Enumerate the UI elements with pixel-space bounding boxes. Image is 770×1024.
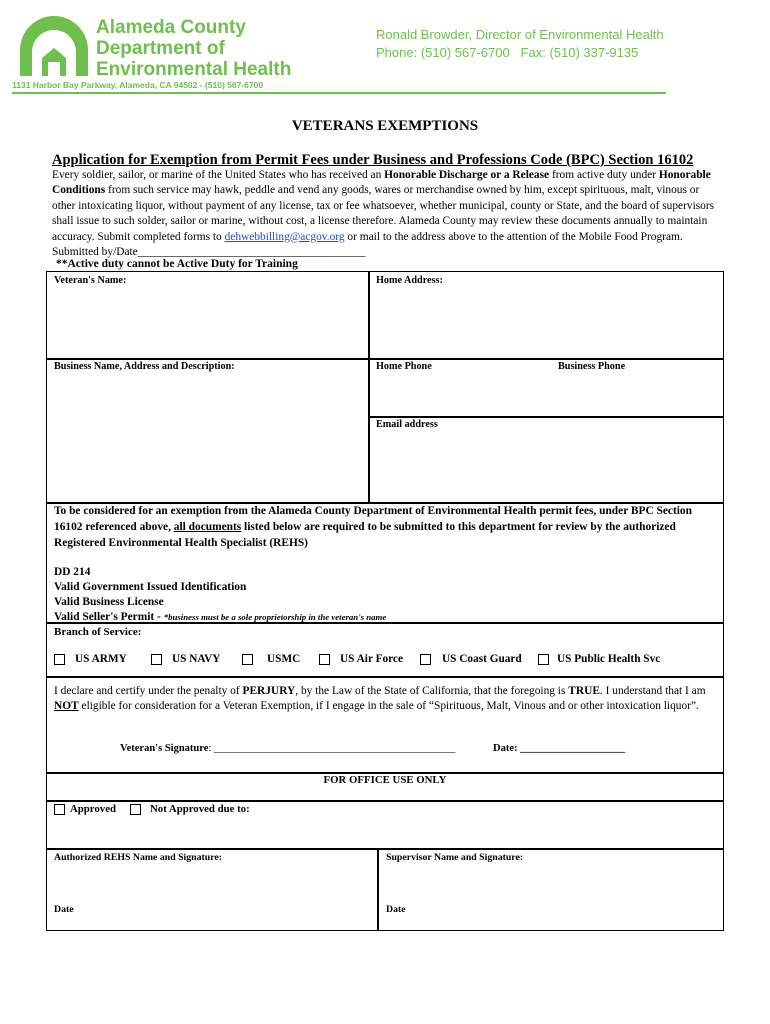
intro-paragraph <box>52 168 722 260</box>
row-divider <box>46 358 724 360</box>
intro-text: from such service may hawk, peddle and vend any goods, wares or merchandise owned by him, except spirituous, malt, vinous or other intoxicating liquor, without payment of any license, tax or fee whatsoever, whether municipal, county or State, and the board of supervisors shall issue to such solder, sailor or marine, without cost, a license therefore. Alameda County may review these documents annually to maintain accuracy. Submit completed forms to <box>52 184 715 243</box>
header-divider <box>12 92 666 94</box>
org-name-line3: Environmental Health <box>96 59 292 80</box>
signature-label: Veteran's Signature <box>120 743 209 754</box>
submission-email-link[interactable]: dehwebbilling@acgov.org <box>224 230 345 243</box>
branch-of-service-label: Branch of Service: <box>54 626 142 638</box>
department-logo <box>12 14 96 80</box>
business-phone-field[interactable] <box>554 376 720 412</box>
org-name-line2: Department of <box>96 38 225 59</box>
option-label: US Public Health Svc <box>557 653 661 665</box>
director-info <box>376 26 664 62</box>
supervisor-signature-label: Supervisor Name and Signature: <box>386 852 524 863</box>
home-phone-field[interactable] <box>372 376 542 412</box>
approved-label: Approved <box>70 803 116 815</box>
declaration-part: , by the Law of the State of California, that the foregoing is <box>295 685 569 697</box>
email-address-label: Email address <box>376 419 438 430</box>
not-approved-label: Not Approved due to: <box>150 803 250 815</box>
org-name-line1: Alameda County <box>96 17 246 38</box>
signature-line: : ______________________________________________ <box>208 743 456 754</box>
veteran-name-field[interactable] <box>50 290 364 354</box>
option-label: USMC <box>267 653 301 665</box>
checkbox-us-coast-guard[interactable] <box>420 654 431 665</box>
checkbox-us-army[interactable] <box>54 654 65 665</box>
business-name-label: Business Name, Address and Description: <box>54 361 235 372</box>
sellers-permit-note: *business must be a sole proprietorship in the veteran's name <box>163 612 387 622</box>
supervisor-date-label: Date <box>386 904 406 915</box>
business-phone-label: Business Phone <box>558 361 626 372</box>
org-address: 1131 Harbor Bay Parkway, Alameda, CA 94502 - (510) 567-6700 <box>12 80 264 90</box>
active-duty-note: **Active duty cannot be Active Duty for Training <box>56 258 298 270</box>
declaration-part: I declare and certify under the penalty of <box>54 685 243 697</box>
branch-of-service-box <box>46 622 724 678</box>
required-document: DD 214 <box>54 566 91 578</box>
form-subtitle: Application for Exemption from Permit Fees under Business and Professions Code (BPC) Section 16102 <box>52 152 694 168</box>
checkbox-not-approved[interactable] <box>130 804 141 815</box>
checkbox-us-air-force[interactable] <box>319 654 330 665</box>
checkbox-us-public-health-svc[interactable] <box>538 654 549 665</box>
option-label: US Coast Guard <box>442 653 522 665</box>
declaration-bold: PERJURY <box>242 685 296 697</box>
intro-bold: Honorable Discharge or a Release <box>384 169 550 181</box>
veteran-date-field[interactable]: Date: ____________________ <box>493 743 626 754</box>
business-name-field[interactable] <box>50 376 364 500</box>
requirements-text-part: listed below are required to be submitted to this department for review by the authorized Registered Environmental Health Specialist (REHS) <box>54 520 676 549</box>
row-divider <box>368 416 724 418</box>
declaration-text <box>54 684 720 715</box>
column-divider <box>368 271 370 504</box>
rehs-signature-label: Authorized REHS Name and Signature: <box>54 852 223 863</box>
contact-phones: Phone: (510) 567-6700 Fax: (510) 337-9135 <box>376 45 639 60</box>
requirements-text <box>54 504 722 551</box>
declaration-part: eligible for consideration for a Veteran Exemption, if I engage in the sale of “Spirituous, Malt, Vinous and or other intoxication liquor”. <box>78 700 699 713</box>
requirements-underlined: all documents <box>173 520 242 533</box>
declaration-bold: NOT <box>54 700 79 713</box>
office-use-heading: FOR OFFICE USE ONLY <box>323 774 447 786</box>
approval-box <box>46 800 724 850</box>
option-label: US Air Force <box>340 653 403 665</box>
submitted-by-line: or mail to the address above to the attention of the Mobile Food Program. Submitted by/Date________________________________________ <box>52 230 683 259</box>
declaration-bold: TRUE <box>568 685 600 697</box>
home-address-field[interactable] <box>372 290 720 354</box>
requirements-text-part: To be considered for an exemption from the Alameda County Department of Environmental Health permit fees, under BPC Section 16102 referenced above, <box>54 505 692 533</box>
checkbox-us-navy[interactable] <box>151 654 162 665</box>
email-address-field[interactable] <box>372 434 720 500</box>
rehs-date-label: Date <box>54 904 74 915</box>
home-phone-label: Home Phone <box>376 361 432 372</box>
required-documents-list <box>54 565 386 625</box>
veteran-name-label: Veteran's Name: <box>54 275 127 286</box>
checkbox-approved[interactable] <box>54 804 65 815</box>
page-title: VETERANS EXEMPTIONS <box>291 118 479 134</box>
checkbox-usmc[interactable] <box>242 654 253 665</box>
intro-bold: Honorable Conditions <box>52 169 711 197</box>
required-document: Valid Business License <box>54 596 164 608</box>
intro-text: from active duty under <box>549 169 659 181</box>
declaration-part: . I understand that I am <box>599 685 706 697</box>
intro-text: Every soldier, sailor, or marine of the United States who has received an <box>52 169 385 181</box>
home-address-label: Home Address: <box>376 275 443 286</box>
option-label: US NAVY <box>172 653 221 665</box>
option-label: US ARMY <box>75 653 127 665</box>
director-name: Ronald Browder, Director of Environmental Health <box>376 27 664 42</box>
veteran-signature-field[interactable] <box>120 743 455 754</box>
required-document: Valid Government Issued Identification <box>54 581 247 593</box>
sellers-permit-label: Valid Seller's Permit - <box>54 611 164 623</box>
